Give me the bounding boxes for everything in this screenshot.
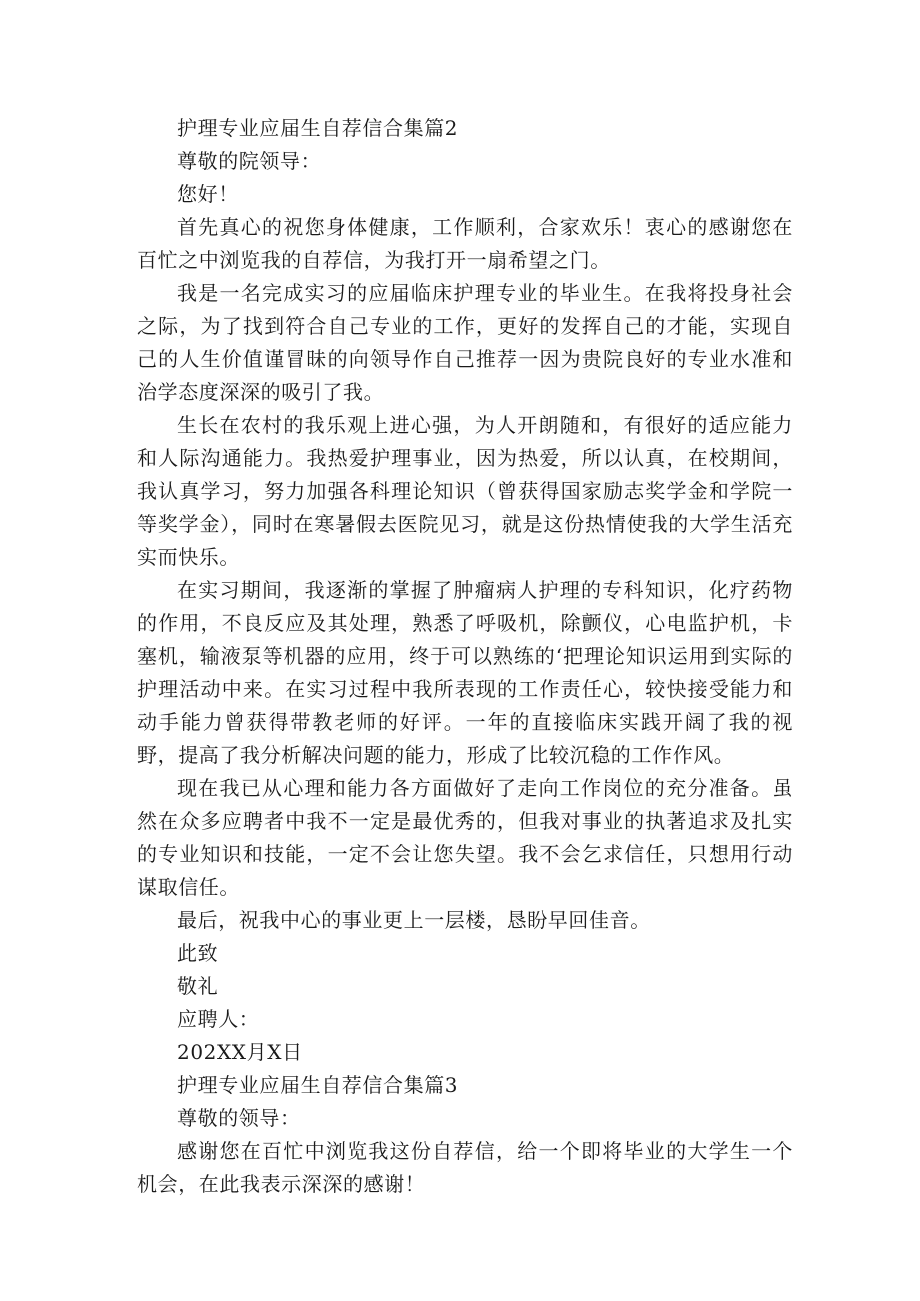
regards-line-2: 敬礼 (177, 974, 219, 998)
greeting: 您好！ (177, 182, 239, 206)
applicant-label: 应聘人： (177, 1007, 260, 1031)
paragraph: 在实习期间，我逐渐的掌握了肿瘤病人护理的专科知识，化疗药物的作用，不良反应及其处理，熟悉了呼吸机，除颤仪，心电监护机，卡塞机，输液泵等机器的应用，终于可以熟练的‘把理论知识运用到实际的护理活动中来。在实习过程中我所表现的工作责任心，较快接受能力和动手能力曾获得带教老师的好评。一年的直接临床实践开阔了我的视野，提高了我分析解决问题的能力，形成了比较沉稳的工作作风。 (137, 578, 793, 767)
letter-date: 202XX月X日 (177, 1040, 303, 1064)
paragraph: 我是一名完成实习的应届临床护理专业的毕业生。在我将投身社会之际，为了找到符合自己专业的工作，更好的发挥自己的才能，实现自己的人生价值谨冒昧的向领导作自己推荐一因为贵院良好的专业水准和治学态度深深的吸引了我。 (137, 281, 793, 404)
salutation: 尊敬的领导： (177, 1106, 301, 1130)
section-heading: 护理专业应届生自荐信合集篇2 (177, 116, 459, 140)
paragraph: 现在我已从心理和能力各方面做好了走向工作岗位的充分准备。虽然在众多应聘者中我不一定是最优秀的，但我对事业的执著追求及扎实的专业知识和技能，一定不会让您失望。我不会乞求信任，只想用行动谋取信任。 (137, 776, 793, 899)
regards-line-1: 此致 (177, 941, 219, 965)
closing-line: 最后，祝我中心的事业更上一层楼，恳盼早回佳音。 (177, 908, 651, 932)
salutation: 尊敬的院领导： (177, 149, 322, 173)
paragraph: 感谢您在百忙中浏览我这份自荐信，给一个即将毕业的大学生一个机会，在此我表示深深的感谢！ (137, 1139, 793, 1196)
section-heading: 护理专业应届生自荐信合集篇3 (177, 1073, 459, 1097)
paragraph: 生长在农村的我乐观上进心强，为人开朗随和，有很好的适应能力和人际沟通能力。我热爱护理事业，因为热爱，所以认真，在校期间，我认真学习，努力加强各科理论知识（曾获得国家励志奖学金和学院一等奖学金），同时在寒暑假去医院见习，就是这份热情使我的大学生活充实而快乐。 (137, 413, 793, 569)
letter-body (137, 112, 793, 1201)
paragraph: 首先真心的祝您身体健康，工作顺利，合家欢乐！衷心的感谢您在百忙之中浏览我的自荐信，为我打开一扇希望之门。 (137, 215, 793, 272)
